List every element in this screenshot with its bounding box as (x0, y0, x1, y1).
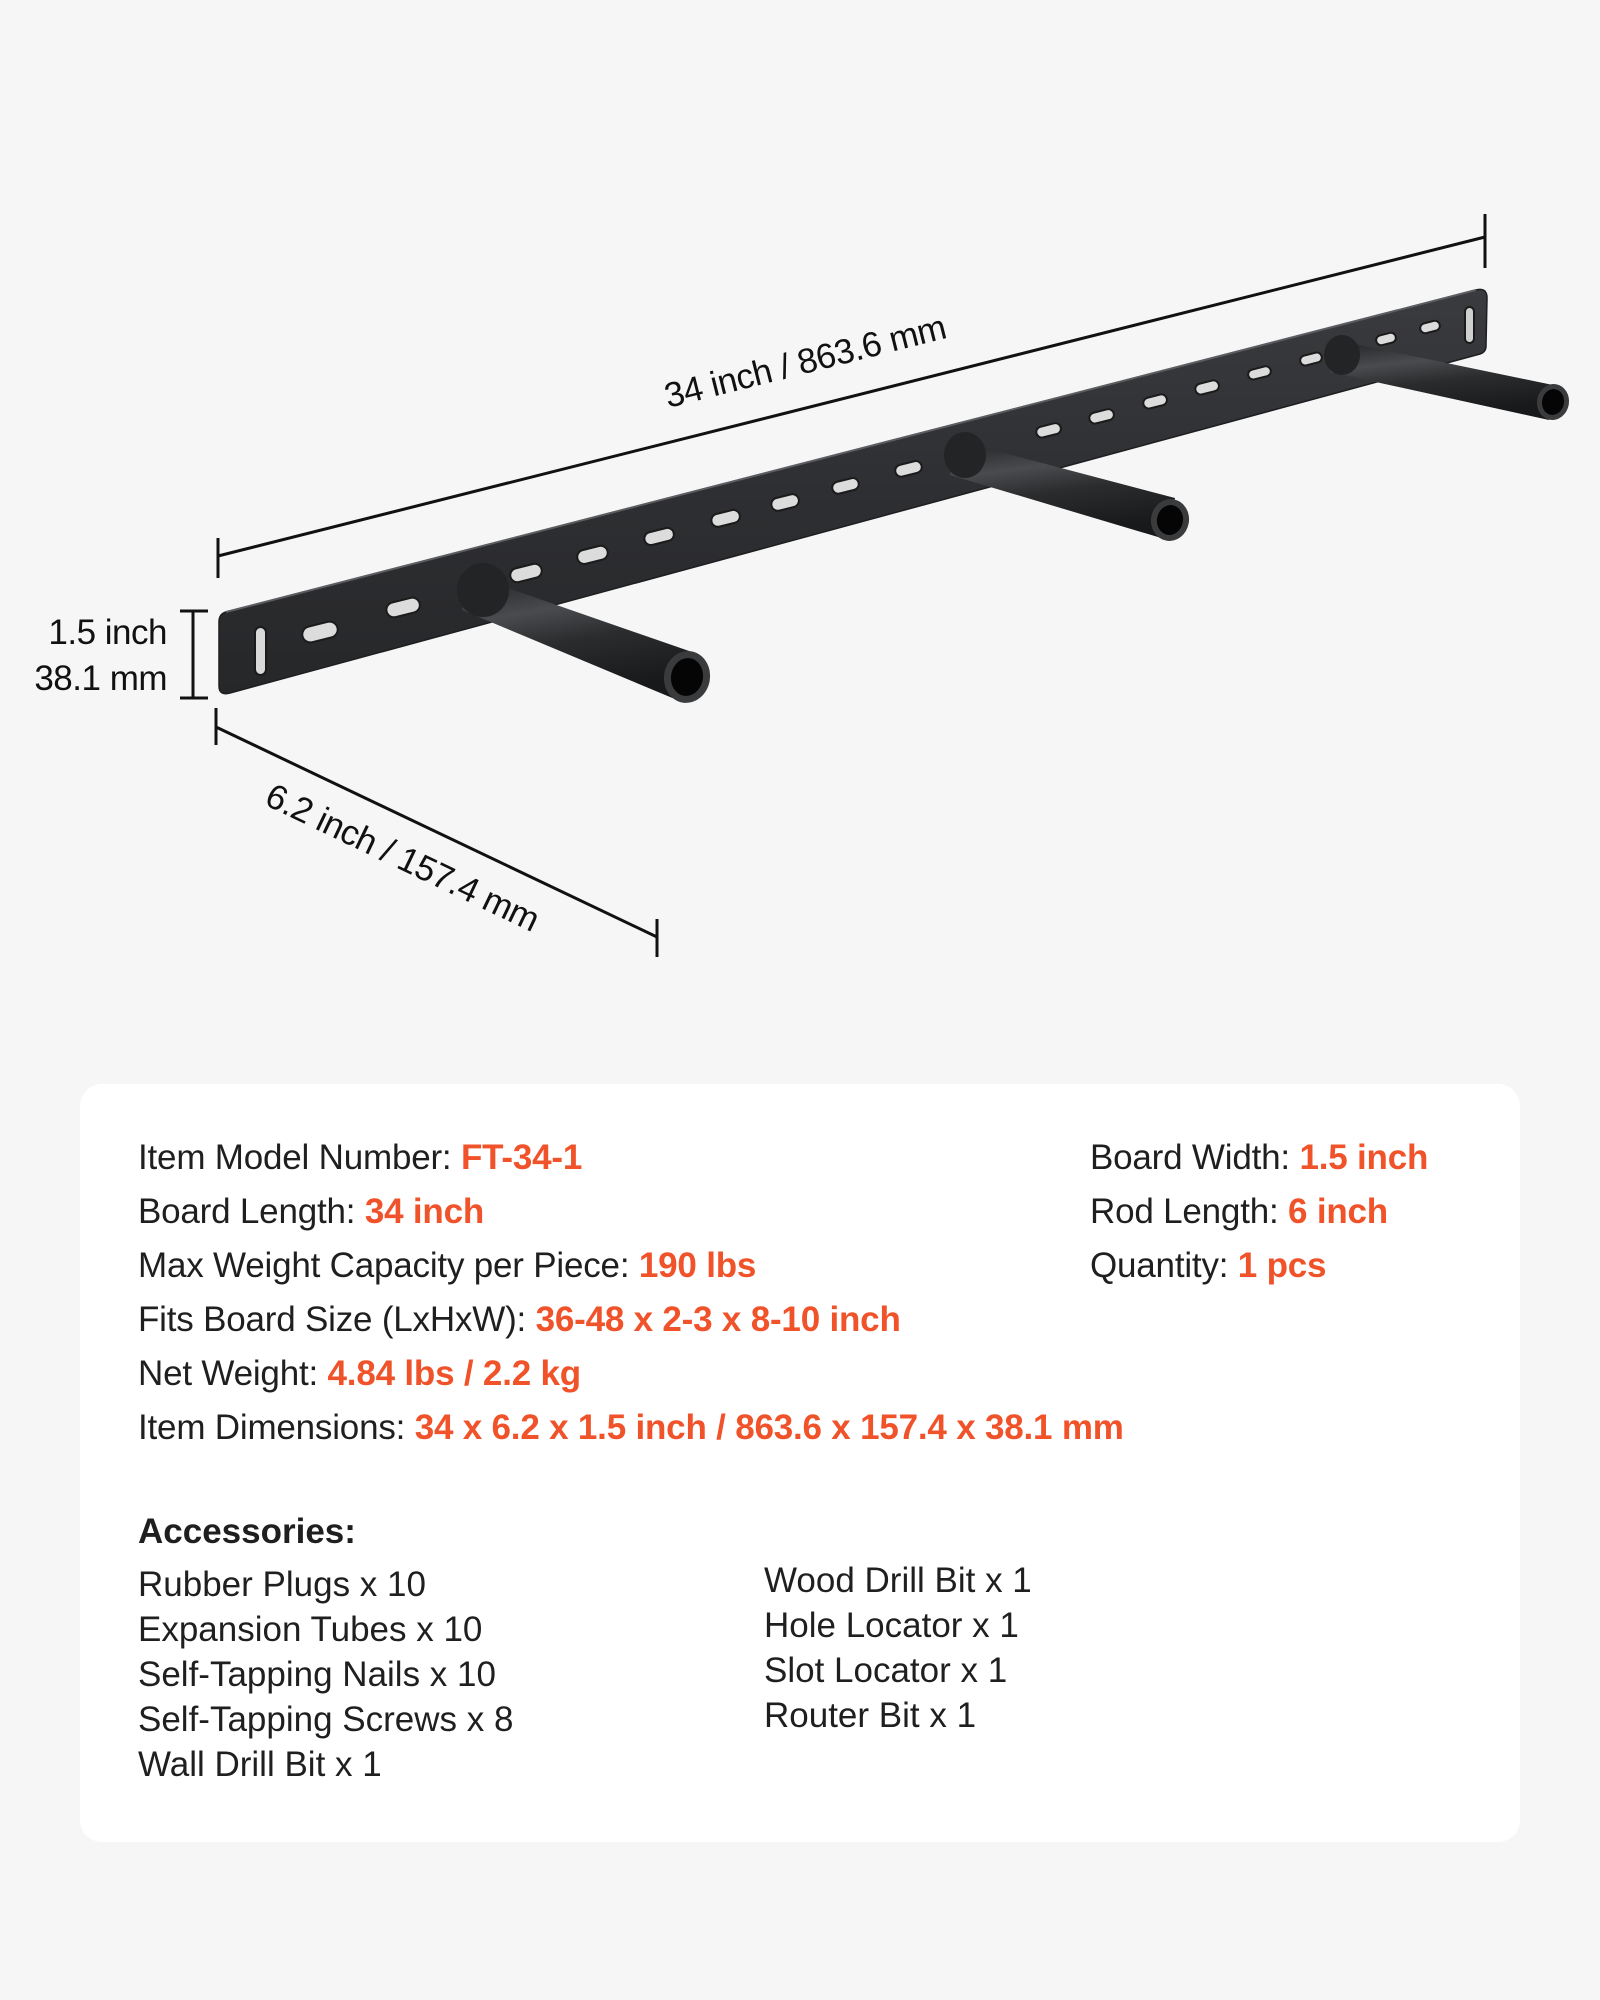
accessory-item: Wall Drill Bit x 1 (138, 1745, 382, 1784)
length-label: 34 inch / 863.6 mm (660, 307, 950, 416)
spec-quantity: Quantity: 1 pcs (1090, 1246, 1327, 1285)
accessory-item: Rubber Plugs x 10 (138, 1565, 426, 1604)
spec-value: 1 pcs (1237, 1246, 1327, 1285)
height-label-inch: 1.5 inch (48, 613, 167, 652)
spec-value: 34 x 6.2 x 1.5 inch / 863.6 x 157.4 x 38.1 mm (414, 1408, 1124, 1447)
accessory-item: Slot Locator x 1 (764, 1651, 1008, 1690)
spec-value: FT-34-1 (460, 1138, 583, 1177)
spec-value: 190 lbs (638, 1246, 757, 1285)
depth-dimension (216, 708, 657, 957)
spec-fits-board-size: Fits Board Size (LxHxW): 36-48 x 2-3 x 8-10 inch (138, 1300, 901, 1339)
spec-value: 34 inch (364, 1192, 485, 1231)
spec-model-number: Item Model Number: FT-34-1 (138, 1138, 583, 1177)
spec-net-weight: Net Weight: 4.84 lbs / 2.2 kg (138, 1354, 581, 1393)
spec-value: 6 inch (1288, 1192, 1388, 1231)
accessory-item: Wood Drill Bit x 1 (764, 1561, 1032, 1600)
accessory-item: Self-Tapping Screws x 8 (138, 1700, 514, 1739)
accessories-list-right (764, 1558, 1032, 1738)
height-dimension (34, 611, 208, 698)
specifications-card (80, 1084, 1520, 1842)
accessories-list-left (138, 1562, 513, 1787)
accessory-item: Self-Tapping Nails x 10 (138, 1655, 496, 1694)
spec-rod-length: Rod Length: 6 inch (1090, 1192, 1388, 1231)
spec-value: 4.84 lbs / 2.2 kg (327, 1354, 581, 1393)
accessory-item: Router Bit x 1 (764, 1696, 977, 1735)
depth-label: 6.2 inch / 157.4 mm (259, 776, 546, 940)
spec-max-weight: Max Weight Capacity per Piece: 190 lbs (138, 1246, 757, 1285)
spec-value: 36-48 x 2-3 x 8-10 inch (535, 1300, 901, 1339)
height-label-mm: 38.1 mm (34, 659, 167, 698)
accessories-title: Accessories: (138, 1512, 356, 1551)
spec-item-dimensions: Item Dimensions: 34 x 6.2 x 1.5 inch / 863.6 x 157.4 x 38.1 mm (138, 1408, 1124, 1447)
spec-value: 1.5 inch (1299, 1138, 1429, 1177)
spec-board-width: Board Width: 1.5 inch (1090, 1138, 1429, 1177)
accessory-item: Hole Locator x 1 (764, 1606, 1019, 1645)
accessory-item: Expansion Tubes x 10 (138, 1610, 483, 1649)
spec-board-length: Board Length: 34 inch (138, 1192, 485, 1231)
